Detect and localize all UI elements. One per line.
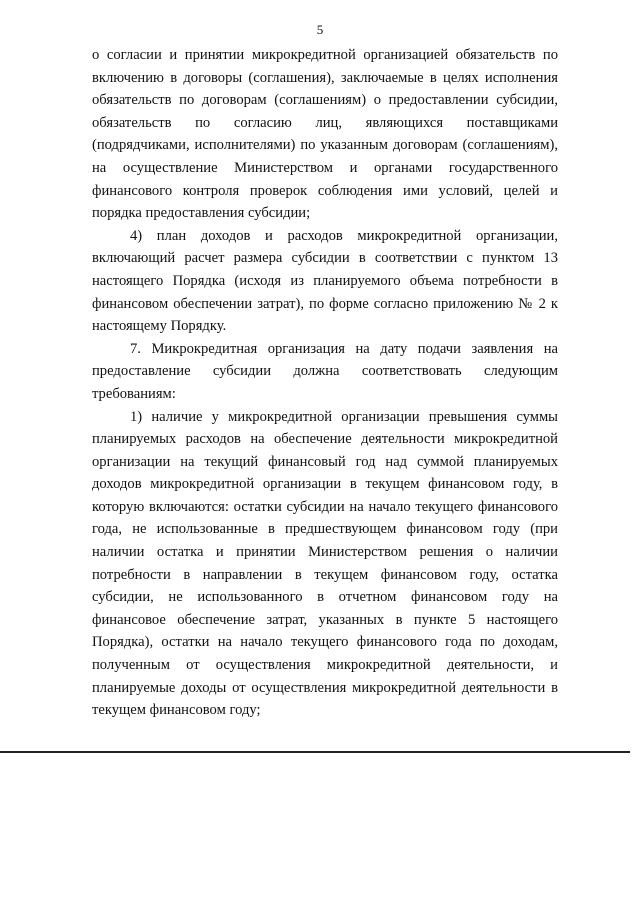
paragraph-consent-continuation: о согласии и принятии микрокредитной организацией обязательств по включению в договоры (соглашения), заключаемые в целях исполнения обязательств по договорам (соглашениям) о предоставлении субсидии, обязательств по согласию лиц, являющихся поставщиками (подрядчиками, исполнителями) по указанным договорам (соглашениям), на осуществление Министерством и органами государственного финансового контроля проверок соблюдения ими условий, целей и порядка предоставления субсидии; [92,47,558,222]
footer-divider [0,751,630,753]
document-body [92,44,558,722]
page-number: 5 [316,22,324,37]
paragraph-requirement-1: 1) наличие у микрокредитной организации превышения суммы планируемых расходов на обеспечение деятельности микрокредитной организации на текущий финансовый год над суммой планируемых доходов микрокредитной организации в текущем финансовом году, в которую включаются: остатки субсидии на начало текущего финансового года, не использованные в предшествующем финансовом году (при наличии остатка и принятии Министерством решения о наличии потребности в направлении в текущем финансовом году, остатка субсидии, не использованного в отчетном финансовом году на финансовое обеспечение затрат, указанных в пункте 5 настоящего Порядка), остатки на начало текущего финансового года по доходам, полученным от осуществления микрокредитной деятельности, и планируемые доходы от осуществления микрокредитной деятельности в текущем финансовом году; [92,408,558,719]
paragraph-item-4-income-expense-plan: 4) план доходов и расходов микрокредитной организации, включающий расчет размера субсидии в соответствии с пунктом 13 настоящего Порядка (исходя из планируемого объема потребности в финансовом обеспечении затрат), по форме согласно приложению № 2 к настоящему Порядку. [92,227,558,335]
paragraph-section-7-requirements: 7. Микрокредитная организация на дату подачи заявления на предоставление субсидии должна соответствовать следующим требованиям: [92,340,558,402]
